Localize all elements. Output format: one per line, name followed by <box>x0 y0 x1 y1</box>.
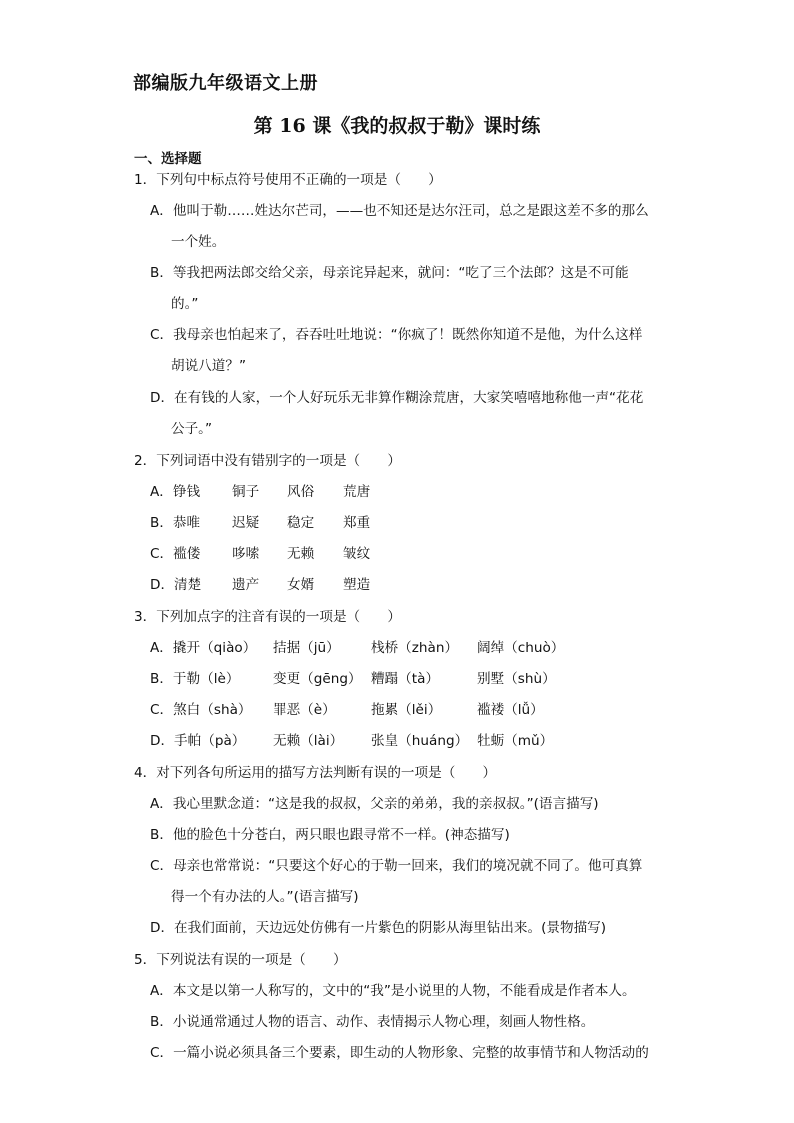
question-5-option-b: B．小说通常通过人物的语言、动作、表情揭示人物心理，刻画人物性格。 <box>150 1014 595 1030</box>
option-word: 稳定 <box>287 515 315 531</box>
option-word: 拮据（jū） <box>273 640 340 656</box>
option-word: 阔绰（chuò） <box>477 640 565 656</box>
option-word: 郑重 <box>343 515 371 531</box>
option-word: B．恭唯 <box>150 515 201 531</box>
question-1-option-d: D．在有钱的人家，一个人好玩乐无非算作糊涂荒唐，大家笑嘻嘻地称他一声“花花 <box>150 390 644 406</box>
question-1-option-c-cont: 胡说八道？” <box>171 358 247 374</box>
question-4-option-a: A．我心里默念道：“这是我的叔叔，父亲的弟弟，我的亲叔叔。”(语言描写) <box>150 796 599 812</box>
book-title: 部编版九年级语文上册 <box>133 73 318 94</box>
section-heading: 一、选择题 <box>134 151 202 167</box>
option-word: D．清楚 <box>150 577 202 593</box>
option-word: 牡蛎（mǔ） <box>477 733 554 749</box>
question-4-stem: 4．对下列各句所运用的描写方法判断有误的一项是（ ） <box>134 765 497 781</box>
option-word: 风俗 <box>287 484 315 500</box>
option-word: 罪恶（è） <box>273 702 336 718</box>
option-word: 皱纹 <box>343 546 371 562</box>
question-1-option-a: A．他叫于勒……姓达尔芒司，——也不知还是达尔汪司，总之是跟这差不多的那么 <box>150 203 649 219</box>
option-word: C．褴偻 <box>150 546 201 562</box>
question-1-option-b: B．等我把两法郎交给父亲，母亲诧异起来，就问：“吃了三个法郎？这是不可能 <box>150 265 629 281</box>
question-1-option-b-cont: 的。” <box>171 296 199 312</box>
question-1-option-c: C．我母亲也怕起来了，吞吞吐吐地说：“你疯了！既然你知道不是他，为什么这样 <box>150 327 643 343</box>
question-5-option-a: A．本文是以第一人称写的，文中的“我”是小说里的人物，不能看成是作者本人。 <box>150 983 636 999</box>
option-word: C．煞白（shà） <box>150 702 252 718</box>
question-5-option-c: C．一篇小说必须具备三个要素，即生动的人物形象、完整的故事情节和人物活动的 <box>150 1045 649 1061</box>
option-word: 变更（gēng） <box>273 671 362 687</box>
option-word: 张皇（huáng） <box>371 733 469 749</box>
question-4-option-c-cont: 得一个有办法的人。”(语言描写) <box>171 889 359 905</box>
lesson-title: 第 16 课《我的叔叔于勒》课时练 <box>253 115 541 137</box>
option-word: 塑造 <box>343 577 371 593</box>
question-3-stem: 3．下列加点字的注音有误的一项是（ ） <box>134 609 401 625</box>
question-4-option-b: B．他的脸色十分苍白，两只眼也跟寻常不一样。(神态描写) <box>150 827 510 843</box>
option-word: 铜子 <box>232 484 260 500</box>
option-word: D．手帕（pà） <box>150 733 246 749</box>
question-1-option-d-cont: 公子。” <box>171 421 213 437</box>
option-word: 糟蹋（tà） <box>371 671 440 687</box>
option-word: A．撬开（qiào） <box>150 640 257 656</box>
question-1-option-a-cont: 一个姓。 <box>171 234 226 250</box>
question-4-option-c: C．母亲也常常说：“只要这个好心的于勒一回来，我们的境况就不同了。他可真算 <box>150 858 643 874</box>
question-4-option-d: D．在我们面前，天边远处仿佛有一片紫色的阴影从海里钻出来。(景物描写) <box>150 920 607 936</box>
question-2-stem: 2．下列词语中没有错别字的一项是（ ） <box>134 453 401 469</box>
option-word: 荒唐 <box>343 484 371 500</box>
option-word: 女婿 <box>287 577 315 593</box>
option-word: 无赖 <box>287 546 315 562</box>
question-5-stem: 5．下列说法有误的一项是（ ） <box>134 952 347 968</box>
option-word: 栈桥（zhàn） <box>371 640 459 656</box>
option-word: B．于勒（lè） <box>150 671 240 687</box>
option-word: A．铮钱 <box>150 484 201 500</box>
option-word: 褴褛（lǚ） <box>477 702 544 718</box>
option-word: 迟疑 <box>232 515 260 531</box>
option-word: 拖累（lěi） <box>371 702 442 718</box>
option-word: 遗产 <box>232 577 260 593</box>
option-word: 别墅（shù） <box>477 671 556 687</box>
question-1-stem: 1．下列句中标点符号使用不正确的一项是（ ） <box>134 172 442 188</box>
option-word: 哆嗦 <box>232 546 260 562</box>
option-word: 无赖（lài） <box>273 733 344 749</box>
